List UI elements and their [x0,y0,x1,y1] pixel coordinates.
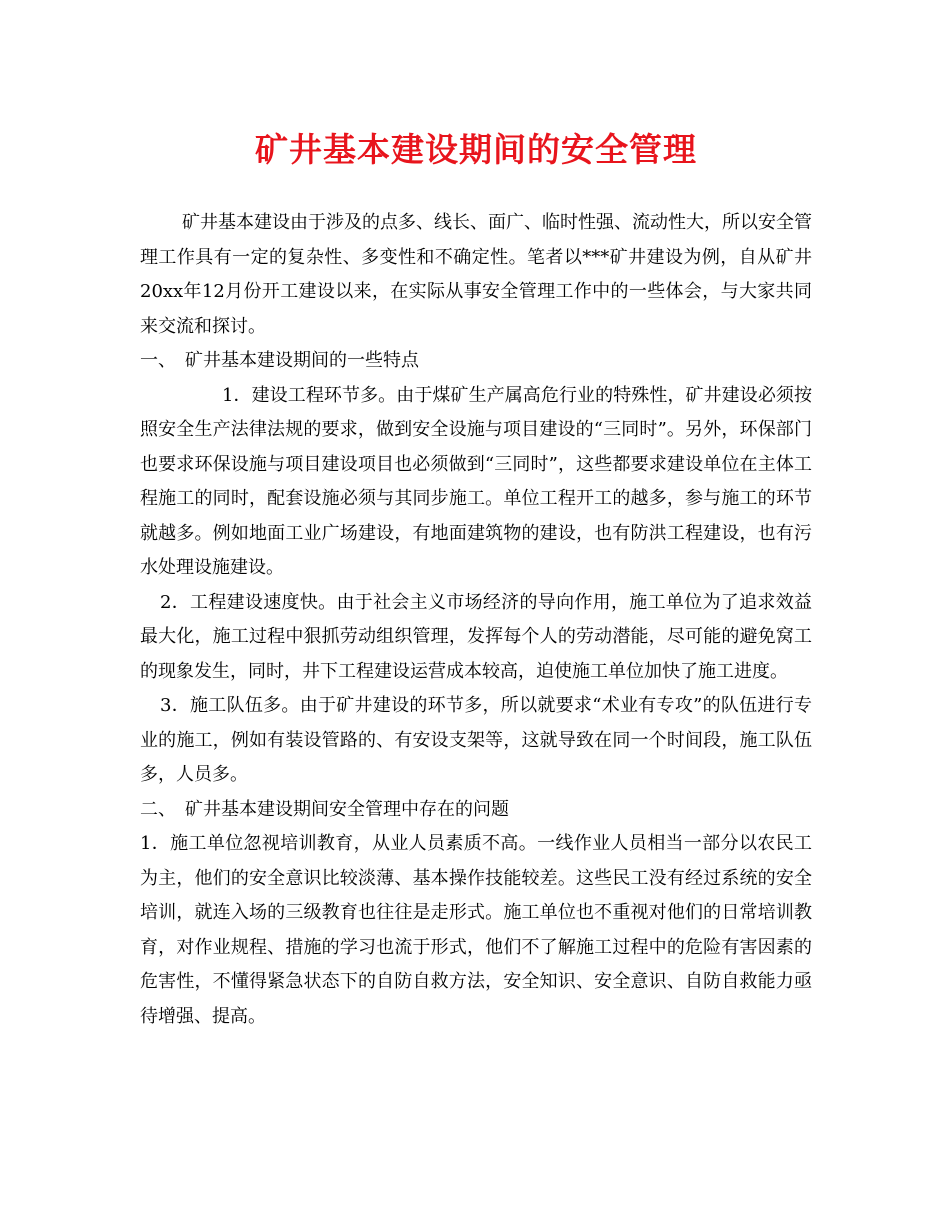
section-heading-1: 一、 矿井基本建设期间的一些特点 [140,350,419,371]
intro-paragraph: 矿井基本建设由于涉及的点多、线长、面广、临时性强、流动性大，所以安全管理工作具有一定的复杂性、多变性和不确定性。笔者以***矿井建设为例，自从矿井20xx年12月份开工建设以来，在实际从事安全管理工作中的一些体会，与大家共同来交流和探讨。 [140,212,812,337]
document-title: 矿井基本建设期间的安全管理 [255,130,697,169]
point-paragraph-2: 2．工程建设速度快。由于社会主义市场经济的导向作用，施工单位为了追求效益最大化，施工过程中狠抓劳动组织管理，发挥每个人的劳动潜能，尽可能的避免窝工的现象发生，同时，井下工程建设运营成本较高，迫使施工单位加快了施工进度。 [140,591,812,682]
section-heading-2: 二、 矿井基本建设期间安全管理中存在的问题 [140,798,509,820]
point-paragraph-3: 3．施工队伍多。由于矿井建设的环节多，所以就要求“术业有专攻”的队伍进行专业的施工，例如有装设管路的、有安设支架等，这就导致在同一个时间段，施工队伍多，人员多。 [140,695,812,785]
document-body [140,206,812,1034]
problem-paragraph-1: 1．施工单位忽视培训教育，从业人员素质不高。一线作业人员相当一部分以农民工为主，他们的安全意识比较淡薄、基本操作技能较差。这些民工没有经过系统的安全培训，就连入场的三级教育也往往是走形式。施工单位也不重视对他们的日常培训教育，对作业规程、措施的学习也流于形式，他们不了解施工过程中的危险有害因素的危害性，不懂得紧急状态下的自防自救方法，安全知识、安全意识、自防自救能力亟待增强、提高。 [140,833,812,1027]
point-paragraph-1: 1．建设工程环节多。由于煤矿生产属高危行业的特殊性，矿井建设必须按照安全生产法律法规的要求，做到安全设施与项目建设的“三同时”。另外，环保部门也要求环保设施与项目建设项目也必须做到“三同时”，这些都要求建设单位在主体工程施工的同时，配套设施必须与其同步施工。单位工程开工的越多，参与施工的环节就越多。例如地面工业广场建设，有地面建筑物的建设，也有防洪工程建设，也有污水处理设施建设。 [140,384,812,578]
